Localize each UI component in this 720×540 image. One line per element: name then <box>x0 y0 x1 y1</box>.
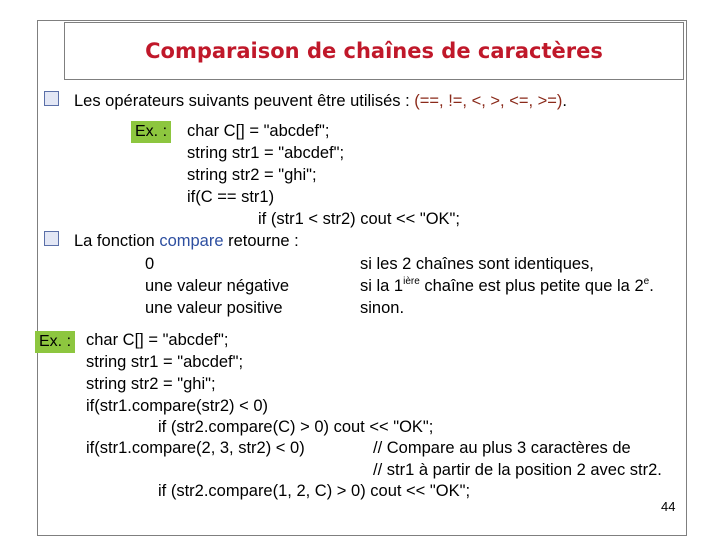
operators-line <box>74 91 567 111</box>
page-number: 44 <box>661 499 676 514</box>
code-line: string str2 = "ghi"; <box>86 375 216 393</box>
bullet-square-icon <box>44 91 59 106</box>
return-condition: sinon. <box>360 299 405 317</box>
return-value: une valeur négative <box>145 277 290 295</box>
compare-suffix: retourne : <box>223 232 299 250</box>
condition-text: si la 1 <box>360 277 404 295</box>
slide-title: Comparaison de chaînes de caractères <box>64 22 684 80</box>
operators-list: (==, !=, <, >, <=, >=) <box>414 92 563 110</box>
compare-prefix: La fonction <box>74 232 160 250</box>
code-comment: // str1 à partir de la position 2 avec str2. <box>373 461 662 479</box>
operators-end: . <box>562 92 568 110</box>
code-line: string str1 = "abcdef"; <box>187 144 345 162</box>
condition-text: . <box>649 277 654 295</box>
superscript: e <box>643 276 650 287</box>
example-label: Ex. : <box>35 331 75 353</box>
code-comment: // Compare au plus 3 caractères de <box>373 439 631 457</box>
code-line: char C[] = "abcdef"; <box>86 331 229 349</box>
operators-text: Les opérateurs suivants peuvent être utilisés : <box>74 92 415 110</box>
bullet-square-icon <box>44 231 59 246</box>
code-line: if(str1.compare(str2) < 0) <box>86 397 268 415</box>
superscript: ière <box>403 276 420 287</box>
return-value: une valeur positive <box>145 299 283 317</box>
code-line: if(str1.compare(2, 3, str2) < 0) <box>86 439 305 457</box>
code-line: char C[] = "abcdef"; <box>187 122 330 140</box>
code-line: if (str2.compare(1, 2, C) > 0) cout << "OK"; <box>158 482 471 500</box>
code-line: if(C == str1) <box>187 188 275 206</box>
code-line: if (str2.compare(C) > 0) cout << "OK"; <box>158 418 434 436</box>
code-line: string str1 = "abcdef"; <box>86 353 244 371</box>
example-label: Ex. : <box>131 121 171 143</box>
code-line: if (str1 < str2) cout << "OK"; <box>258 210 460 228</box>
return-value: 0 <box>145 255 155 273</box>
return-condition <box>360 276 654 296</box>
condition-text: chaîne est plus petite que la 2 <box>419 277 644 295</box>
return-condition: si les 2 chaînes sont identiques, <box>360 255 594 273</box>
code-line: string str2 = "ghi"; <box>187 166 317 184</box>
compare-line <box>74 231 299 251</box>
compare-keyword: compare <box>159 232 224 250</box>
